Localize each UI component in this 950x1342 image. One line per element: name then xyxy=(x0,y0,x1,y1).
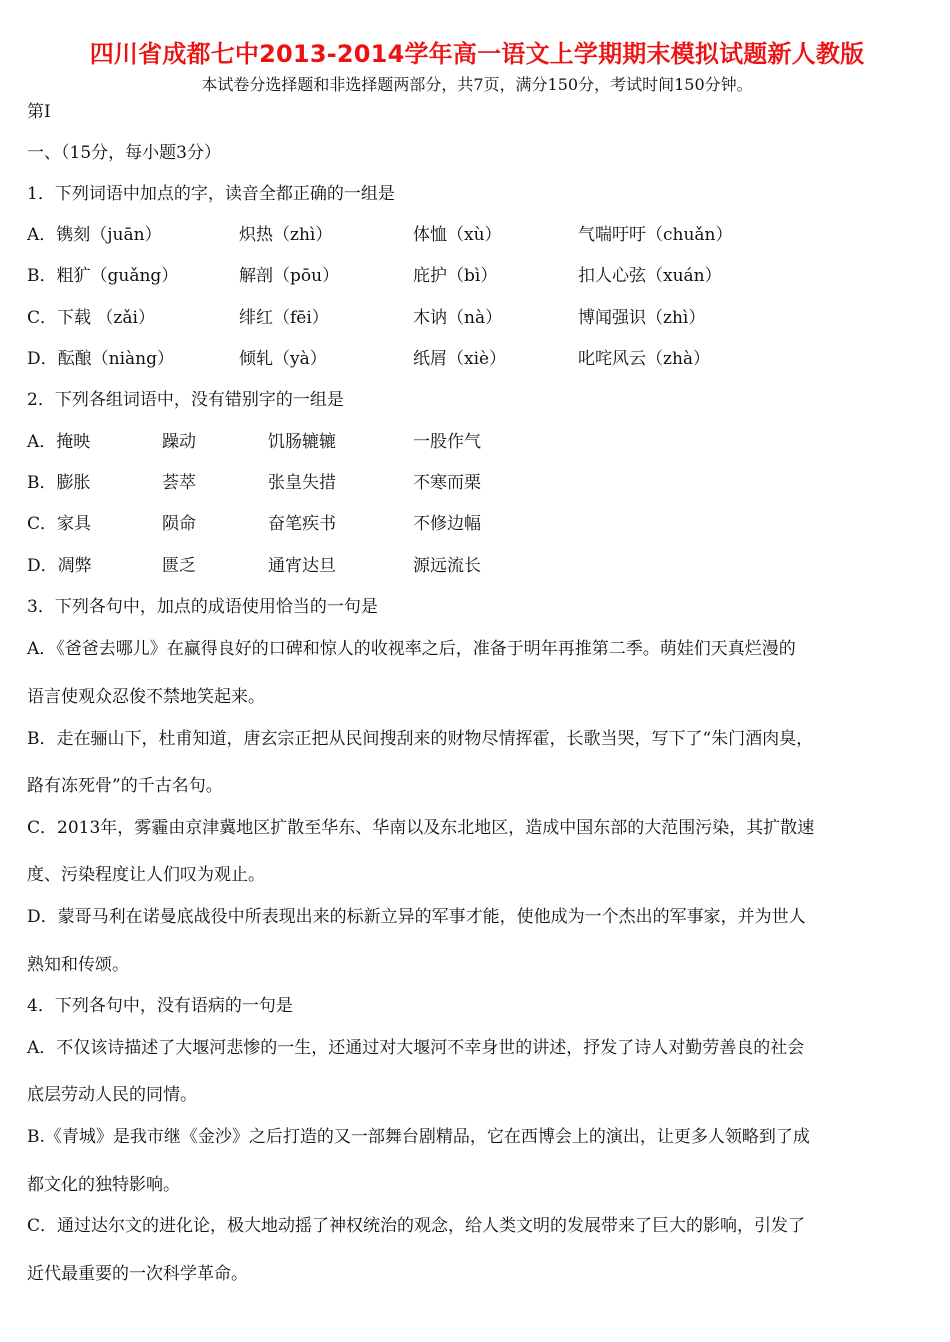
option-cell: 不寒而栗 xyxy=(413,473,481,493)
question-3-option-a-line1: A．《爸爸去哪儿》在赢得良好的口碑和惊人的收视率之后，准备于明年再推第二季。萌娃们天真烂漫的 xyxy=(27,639,796,659)
question-2-stem: 2．下列各组词语中，没有错别字的一组是 xyxy=(27,390,344,410)
question-1-option-d xyxy=(27,348,927,370)
option-cell: 庇护（bì） xyxy=(413,266,498,286)
option-cell: 张皇失措 xyxy=(268,473,336,493)
option-cell: C．家具 xyxy=(27,514,92,534)
question-4-stem: 4．下列各句中，没有语病的一句是 xyxy=(27,996,293,1016)
option-cell: 通宵达旦 xyxy=(268,556,336,576)
option-cell: C．下载 （zǎi） xyxy=(27,308,155,328)
option-cell: 不修边幅 xyxy=(413,514,481,534)
option-cell: 纸屑（xiè） xyxy=(413,349,507,369)
question-3-option-a-line2: 语言使观众忍俊不禁地笑起来。 xyxy=(27,687,265,707)
question-4-option-b-line1: B.《青城》是我市继《金沙》之后打造的又一部舞台剧精品，它在西博会上的演出，让更多人领略到了成 xyxy=(27,1127,810,1147)
option-cell: 源远流长 xyxy=(413,556,481,576)
option-cell: 躁动 xyxy=(162,432,196,452)
option-cell: 匮乏 xyxy=(162,556,196,576)
question-4-option-b-line2: 都文化的独特影响。 xyxy=(27,1175,180,1195)
question-4-option-a-line1: A．不仅该诗描述了大堰河悲惨的一生，还通过对大堰河不幸身世的讲述，抒发了诗人对勤劳善良的社会 xyxy=(27,1038,805,1058)
option-cell: 倾轧（yà） xyxy=(239,349,327,369)
question-3-option-b-line2: 路有冻死骨”的千古名句。 xyxy=(27,776,223,796)
question-3-option-b-line1: B．走在骊山下，杜甫知道，唐玄宗正把从民间搜刮来的财物尽情挥霍，长歌当哭，写下了“朱门酒肉臭， xyxy=(27,729,814,749)
part-label: 第Ⅰ xyxy=(27,102,51,122)
question-4-option-c-line2: 近代最重要的一次科学革命。 xyxy=(27,1264,248,1284)
option-cell: D．酝酿（niàng） xyxy=(27,349,174,369)
question-2-option-b xyxy=(27,472,927,494)
option-cell: A．掩映 xyxy=(27,432,91,452)
option-cell: 饥肠辘辘 xyxy=(268,432,336,452)
question-1-option-c xyxy=(27,307,927,329)
option-cell: D．凋弊 xyxy=(27,556,92,576)
question-2-option-c xyxy=(27,513,927,535)
question-4-option-a-line2: 底层劳动人民的同情。 xyxy=(27,1085,197,1105)
option-cell: B．膨胀 xyxy=(27,473,91,493)
option-cell: 解剖（pōu） xyxy=(239,266,340,286)
option-cell: 奋笔疾书 xyxy=(268,514,336,534)
option-cell: 绯红（fēi） xyxy=(239,308,329,328)
question-3-option-d-line2: 熟知和传颂。 xyxy=(27,955,129,975)
document-subtitle: 本试卷分选择题和非选择题两部分，共7页，满分150分，考试时间150分钟。 xyxy=(201,75,753,94)
option-cell: 一股作气 xyxy=(413,432,481,452)
question-1-option-b xyxy=(27,265,927,287)
document-title: 四川省成都七中2013-2014学年高一语文上学期期末模拟试题新人教版 xyxy=(89,40,865,68)
section-heading: 一、（15分，每小题3分） xyxy=(27,143,221,163)
question-3-option-d-line1: D．蒙哥马利在诺曼底战役中所表现出来的标新立异的军事才能，使他成为一个杰出的军事家，并为世人 xyxy=(27,907,806,927)
question-2-option-a xyxy=(27,431,927,453)
question-1-stem: 1．下列词语中加点的字，读音全都正确的一组是 xyxy=(27,184,395,204)
option-cell: 博闻强识（zhì） xyxy=(578,308,706,328)
option-cell: 气喘吁吁（chuǎn） xyxy=(578,225,733,245)
option-cell: 炽热（zhì） xyxy=(239,225,333,245)
question-3-stem: 3．下列各句中，加点的成语使用恰当的一句是 xyxy=(27,597,378,617)
option-cell: B．粗犷（guǎng） xyxy=(27,266,179,286)
option-cell: A．镌刻（juān） xyxy=(27,225,162,245)
question-3-option-c-line1: C．2013年，雾霾由京津冀地区扩散至华东、华南以及东北地区，造成中国东部的大范围污染，其扩散速 xyxy=(27,818,815,838)
option-cell: 陨命 xyxy=(162,514,196,534)
question-2-option-d xyxy=(27,555,927,577)
option-cell: 木讷（nà） xyxy=(413,308,503,328)
option-cell: 荟萃 xyxy=(162,473,196,493)
option-cell: 扣人心弦（xuán） xyxy=(578,266,722,286)
question-3-option-c-line2: 度、污染程度让人们叹为观止。 xyxy=(27,865,265,885)
option-cell: 叱咤风云（zhà） xyxy=(578,349,711,369)
question-4-option-c-line1: C．通过达尔文的进化论，极大地动摇了神权统治的观念，给人类文明的发展带来了巨大的影响，引发了 xyxy=(27,1216,806,1236)
option-cell: 体恤（xù） xyxy=(413,225,502,245)
question-1-option-a xyxy=(27,224,927,246)
